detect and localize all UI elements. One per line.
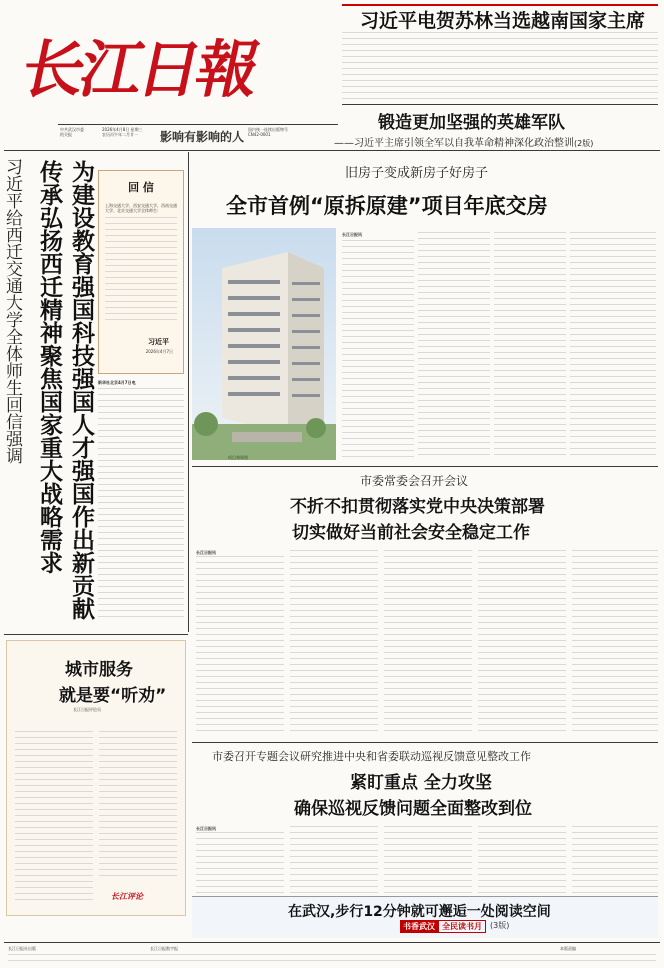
inspection-body-col2 [290,826,378,894]
commentary-signoff: 长江评论 [111,892,143,901]
letter-headline-col1: 为建设教育强国科技强国人才强国作出新贡献 [68,160,94,620]
building-illustration [192,228,336,460]
banner-text: 在武汉,步行12分钟就可邂逅一处阅读空间 [288,904,551,920]
left-col-divider [188,152,189,632]
masthead-info-cn: 国内统一连续出版物号 CN42-0001 [248,127,288,137]
feature-body-col2 [418,232,490,458]
footer-mid: 长江日报数字报 [150,946,178,951]
top-story-text-lines [342,32,658,100]
feature-body-col3 [494,232,566,458]
inspection-body-col4 [478,826,566,894]
letter-box [98,170,184,374]
inspection-kicker: 市委召开专题会议研究推进中央和省委联动巡视反馈意见整改工作 [212,750,531,763]
letter-news-dateline: 新华社北京4月7日电 [98,380,136,385]
feature-photo [192,228,336,460]
commentary-byline: 长江日报评论员 [73,707,101,712]
footer-right: 本版责编 [560,946,576,951]
top-story2-rule [342,104,658,105]
inspection-body-col1 [196,832,284,894]
letter-news-body [98,388,184,620]
letter-date: 2026年4月7日 [145,349,173,354]
masthead [0,0,340,148]
banner-page-ref: (3版) [490,921,510,930]
left-section-bottom-rule [4,634,188,635]
feature-kicker: 旧房子变成新房子好房子 [345,166,489,181]
meeting-body-col3 [384,550,472,736]
feature-photo-caption: 项目效果图 [228,455,248,460]
feature-bottom-rule [192,466,658,467]
commentary-body-col2 [99,731,177,881]
meeting-kicker: 市委常委会召开会议 [360,474,469,488]
footer-fineprint [8,954,656,964]
banner-tag-reading-month: 全民读书月 [438,920,486,933]
letter-salutation: 上海交通大学、西安交通大学、西南交通大学、北京交通大学全体师生: [105,203,177,213]
commentary-box [6,640,186,916]
commentary-body-col1 [15,731,93,905]
feature-body-col1 [342,240,414,458]
inspection-body-col3 [384,826,472,894]
footer-rule [4,942,660,943]
masthead-info-date: 2026年4月8日 星期三 农历丙午年二月廿一 [102,127,143,137]
masthead-slogan: 影响有影响的人 [160,130,245,144]
meeting-dateline: 长江日报讯 [196,550,216,555]
top-story2-subhead: ——习近平主席引领全军以自我革命精神深化政治整训(2版) [334,138,594,149]
top-headline: 习近平电贺苏林当选越南国家主席 [360,10,646,32]
meeting-body-col1 [196,556,284,736]
letter-title: 回 信 [128,181,154,194]
meeting-bottom-rule [192,742,658,743]
masthead-info-publisher: 中共武汉市委 机关报 [60,127,84,137]
letter-kicker: 习近平给西迁交通大学全体师生回信强调 [2,158,22,464]
commentary-headline-2: 就是要“听劝” [59,686,167,706]
top-story2-headline: 锻造更加坚强的英雄军队 [378,113,565,133]
feature-headline: 全市首例“原拆原建”项目年底交房 [226,194,548,218]
inspection-body-col5 [572,826,658,894]
inspection-headline-2: 确保巡视反馈问题全面整改到位 [294,799,532,819]
letter-signature: 习近平 [148,338,169,346]
meeting-headline-1: 不折不扣贯彻落实党中央决策部署 [290,497,545,517]
feature-body-col4 [570,232,656,458]
commentary-headline-1: 城市服务 [65,660,133,680]
footer-left: 长江日报社出版 [8,946,36,951]
inspection-headline-1: 紧盯重点 全力攻坚 [350,773,492,793]
meeting-headline-2: 切实做好当前社会安全稳定工作 [292,523,530,543]
masthead-divider [58,124,338,125]
banner-tags [400,920,509,933]
section-rule-top [4,150,660,151]
newspaper-title: 长江日報 [15,33,263,106]
letter-headline-col2: 传承弘扬西迁精神聚焦国家重大战略需求 [36,160,62,574]
meeting-body-col5 [572,550,658,736]
reading-banner[interactable] [192,896,658,938]
meeting-body-col2 [290,550,378,736]
banner-tag-book-wuhan: 书香武汉 [400,920,438,933]
inspection-dateline: 长江日报讯 [196,826,216,831]
feature-dateline: 长江日报讯 [342,232,362,237]
meeting-body-col4 [478,550,566,736]
letter-body-lines [105,217,177,325]
